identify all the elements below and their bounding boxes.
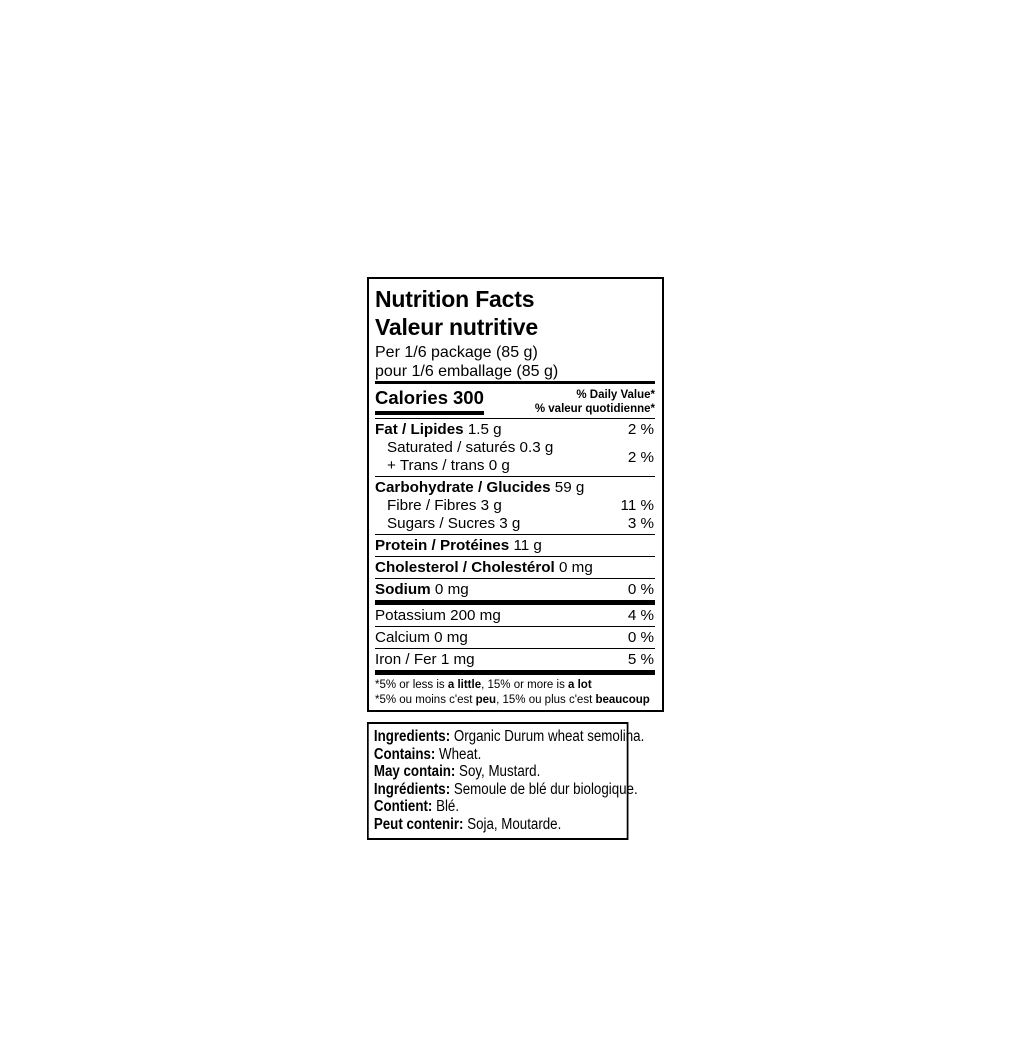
daily-value-header bbox=[535, 388, 655, 416]
fat-amount: 1.5 g bbox=[467, 421, 502, 438]
fibre-pct: 11 % bbox=[620, 497, 654, 514]
sugars-pct: 3 % bbox=[627, 515, 654, 532]
calcium-row bbox=[375, 629, 655, 647]
fat-label: Fat / Lipides bbox=[375, 421, 464, 438]
footnote-fr: *5% ou moins c'est peu, 15% ou plus c'est beaucoup bbox=[375, 693, 650, 706]
contains-line: Contains: Wheat. bbox=[373, 745, 482, 763]
carb-label: Carbohydrate / Glucides bbox=[375, 479, 551, 496]
fibre-row bbox=[375, 497, 655, 515]
iron-row-wrap bbox=[375, 649, 655, 670]
cholesterol-amount: 0 mg bbox=[559, 559, 593, 576]
calories-row bbox=[375, 384, 655, 415]
saturated-label: Saturated / saturés 0.3 g bbox=[387, 439, 554, 456]
ingredients-box bbox=[367, 722, 645, 840]
protein-row bbox=[375, 537, 655, 555]
dv-header-fr: % valeur quotidienne* bbox=[534, 403, 655, 415]
peut-contenir-line: Peut contenir: Soja, Moutarde. bbox=[373, 815, 562, 833]
footnote-en: *5% or less is a little, 15% or more is a lot bbox=[375, 679, 592, 691]
sugars-row bbox=[375, 515, 655, 533]
calcium-row-wrap bbox=[375, 627, 655, 648]
iron-label: Iron / Fer 1 mg bbox=[375, 651, 475, 668]
potassium-pct: 4 % bbox=[627, 607, 654, 624]
carb-row bbox=[375, 479, 655, 497]
sodium-row-wrap bbox=[375, 579, 655, 600]
sodium-label: Sodium bbox=[375, 581, 431, 598]
sodium-amount: 0 mg bbox=[434, 581, 469, 598]
calcium-pct: 0 % bbox=[627, 629, 654, 646]
calories-value: 300 bbox=[453, 387, 484, 408]
cholesterol-row-wrap bbox=[375, 557, 655, 578]
potassium-label: Potassium 200 mg bbox=[375, 607, 501, 624]
cholesterol-label: Cholesterol / Cholestérol bbox=[375, 559, 555, 576]
footnote bbox=[375, 675, 655, 707]
carb-amount: 59 g bbox=[554, 479, 585, 496]
serving-size-fr: pour 1/6 emballage (85 g) bbox=[375, 363, 559, 380]
serving-size-en: Per 1/6 package (85 g) bbox=[375, 344, 538, 361]
title-en: Nutrition Facts bbox=[375, 286, 535, 312]
trans-label: + Trans / trans 0 g bbox=[387, 457, 510, 474]
ingredients-line: Ingredients: Organic Durum wheat semolina. bbox=[373, 728, 645, 745]
calories-label: Calories bbox=[375, 387, 449, 408]
title-fr: Valeur nutritive bbox=[375, 314, 538, 340]
potassium-row-wrap bbox=[375, 605, 655, 626]
fibre-label: Fibre / Fibres 3 g bbox=[387, 497, 502, 514]
may-contain-line: May contain: Soy, Mustard. bbox=[373, 763, 541, 780]
fat-pct: 2 % bbox=[627, 421, 654, 438]
protein-amount: 11 g bbox=[513, 537, 542, 554]
trans-row bbox=[375, 457, 553, 475]
sugars-label: Sugars / Sucres 3 g bbox=[387, 515, 521, 532]
sodium-row bbox=[375, 581, 655, 599]
calcium-label: Calcium 0 mg bbox=[375, 629, 468, 646]
contient-line: Contient: Blé. bbox=[373, 798, 460, 815]
protein-label: Protein / Protéines bbox=[375, 537, 510, 554]
iron-pct: 5 % bbox=[627, 651, 654, 668]
ingredients-fr-line: Ingrédients: Semoule de blé dur biologique. bbox=[373, 780, 638, 798]
iron-row bbox=[375, 651, 655, 669]
dv-header-en: % Daily Value* bbox=[576, 389, 655, 401]
sodium-pct: 0 % bbox=[627, 581, 654, 598]
nutrition-facts-table bbox=[367, 277, 664, 712]
carb-block bbox=[375, 477, 655, 534]
protein-row-wrap bbox=[375, 535, 655, 556]
potassium-row bbox=[375, 607, 655, 625]
saturated-row bbox=[375, 439, 553, 457]
sat-trans-pct: 2 % bbox=[627, 448, 654, 466]
cholesterol-row bbox=[375, 559, 655, 577]
calories bbox=[375, 387, 484, 415]
fat-row bbox=[375, 421, 655, 439]
fat-block bbox=[375, 419, 655, 476]
